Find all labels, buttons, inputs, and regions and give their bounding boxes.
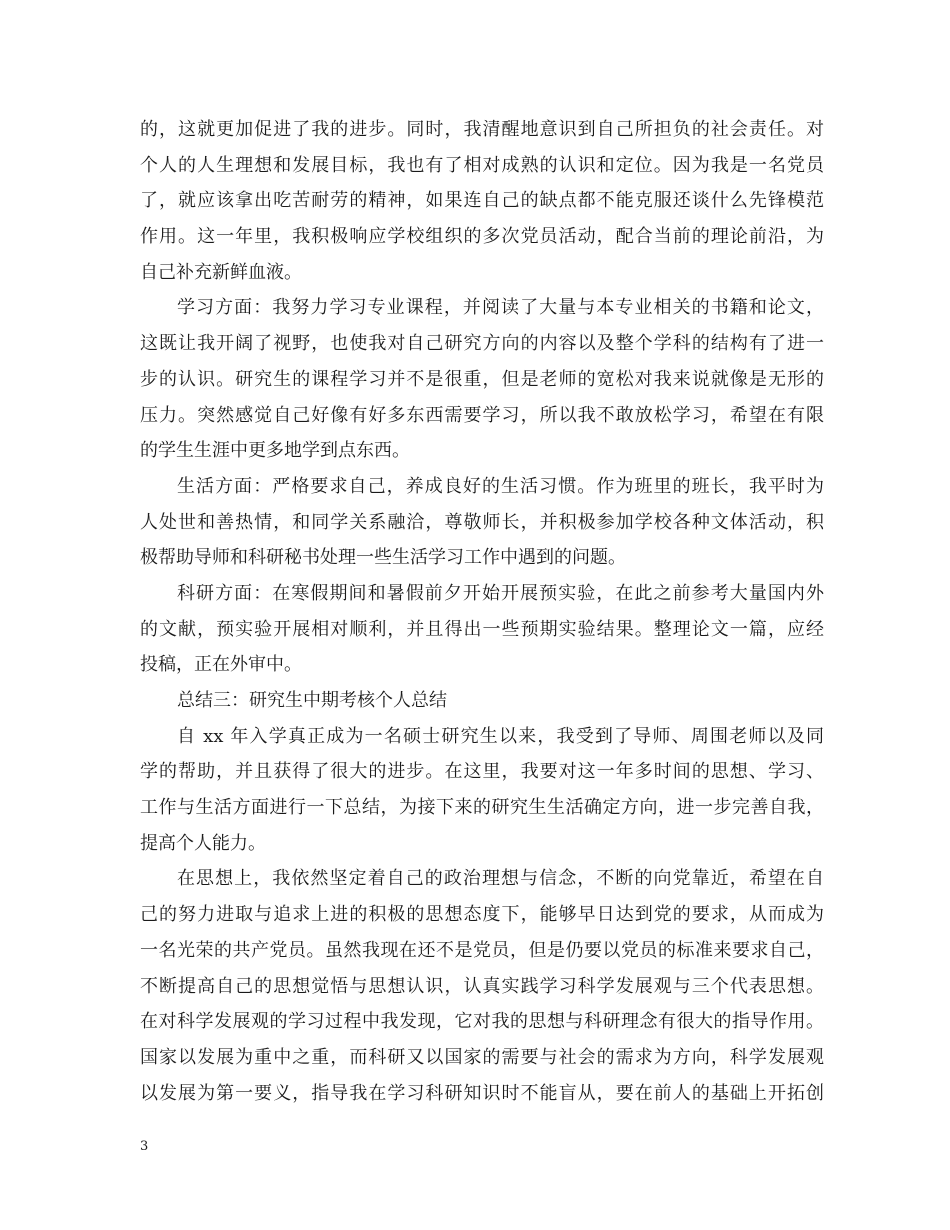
text-line: 极帮助导师和科研秘书处理一些生活学习工作中遇到的问题。: [140, 547, 626, 569]
text-line: 总结三：研究生中期考核个人总结: [177, 690, 447, 711]
text-line: 这既让我开阔了视野，也使我对自己研究方向的内容以及整个学科的结构有了进一: [140, 333, 824, 355]
text-line: 自己补充新鲜血液。: [140, 261, 302, 283]
text-line: 个人的人生理想和发展目标，我也有了相对成熟的认识和定位。因为我是一名党员: [140, 154, 824, 176]
text-line: 步的认识。研究生的课程学习并不是很重，但是老师的宽松对我来说就像是无形的: [140, 368, 824, 390]
text-line: 作用。这一年里，我积极响应学校组织的多次党员活动，配合当前的理论前沿，为: [140, 226, 824, 248]
text-line: 国家以发展为重中之重，而科研又以国家的需要与社会的需求为方向，科学发展观: [140, 1046, 824, 1068]
text-line: 的学生生涯中更多地学到点东西。: [140, 440, 410, 462]
text-line: 了，就应该拿出吃苦耐劳的精神，如果连自己的缺点都不能克服还谈什么先锋模范: [140, 190, 824, 212]
text-line: 生活方面：严格要求自己，养成良好的生活习惯。作为班里的班长，我平时为: [177, 475, 824, 497]
text-line: 一名光荣的共产党员。虽然我现在还不是党员，但是仍要以党员的标准来要求自己，: [140, 939, 824, 961]
text-line: 的文献，预实验开展相对顺利，并且得出一些预期实验结果。整理论文一篇，应经: [140, 618, 824, 640]
text-line: 提高个人能力。: [140, 832, 266, 854]
text-line: 科研方面：在寒假期间和暑假前夕开始开展预实验，在此之前参考大量国内外: [177, 582, 824, 604]
text-line: 压力。突然感觉自己好像有好多东西需要学习，所以我不敢放松学习，希望在有限: [140, 404, 824, 426]
text-line: 的，这就更加促进了我的进步。同时，我清醒地意识到自己所担负的社会责任。对: [140, 119, 824, 140]
text-line: 投稿，正在外审中。: [140, 654, 302, 676]
text-line: 在对科学发展观的学习过程中我发现，它对我的思想与科研理念有很大的指导作用。: [140, 1011, 824, 1033]
document-body: [140, 112, 824, 1111]
page-number: 3: [140, 1139, 149, 1154]
text-line: 学习方面：我努力学习专业课程，并阅读了大量与本专业相关的书籍和论文，: [177, 297, 824, 319]
text-line: 自 xx 年入学真正成为一名硕士研究生以来，我受到了导师、周围老师以及同: [177, 725, 824, 747]
text-line: 学的帮助，并且获得了很大的进步。在这里，我要对这一年多时间的思想、学习、: [140, 761, 824, 783]
text-line: 人处世和善热情，和同学关系融洽，尊敬师长，并积极参加学校各种文体活动，积: [140, 511, 824, 533]
text-line: 己的努力进取与追求上进的积极的思想态度下，能够早日达到党的要求，从而成为: [140, 904, 824, 926]
text-line: 不断提高自己的思想觉悟与思想认识，认真实践学习科学发展观与三个代表思想。: [140, 975, 824, 997]
text-line: 以发展为第一要义，指导我在学习科研知识时不能盲从，要在前人的基础上开拓创: [140, 1082, 824, 1104]
text-line: 工作与生活方面进行一下总结，为接下来的研究生生活确定方向，进一步完善自我，: [140, 797, 824, 819]
text-line: 在思想上，我依然坚定着自己的政治理想与信念，不断的向党靠近，希望在自: [177, 868, 824, 890]
